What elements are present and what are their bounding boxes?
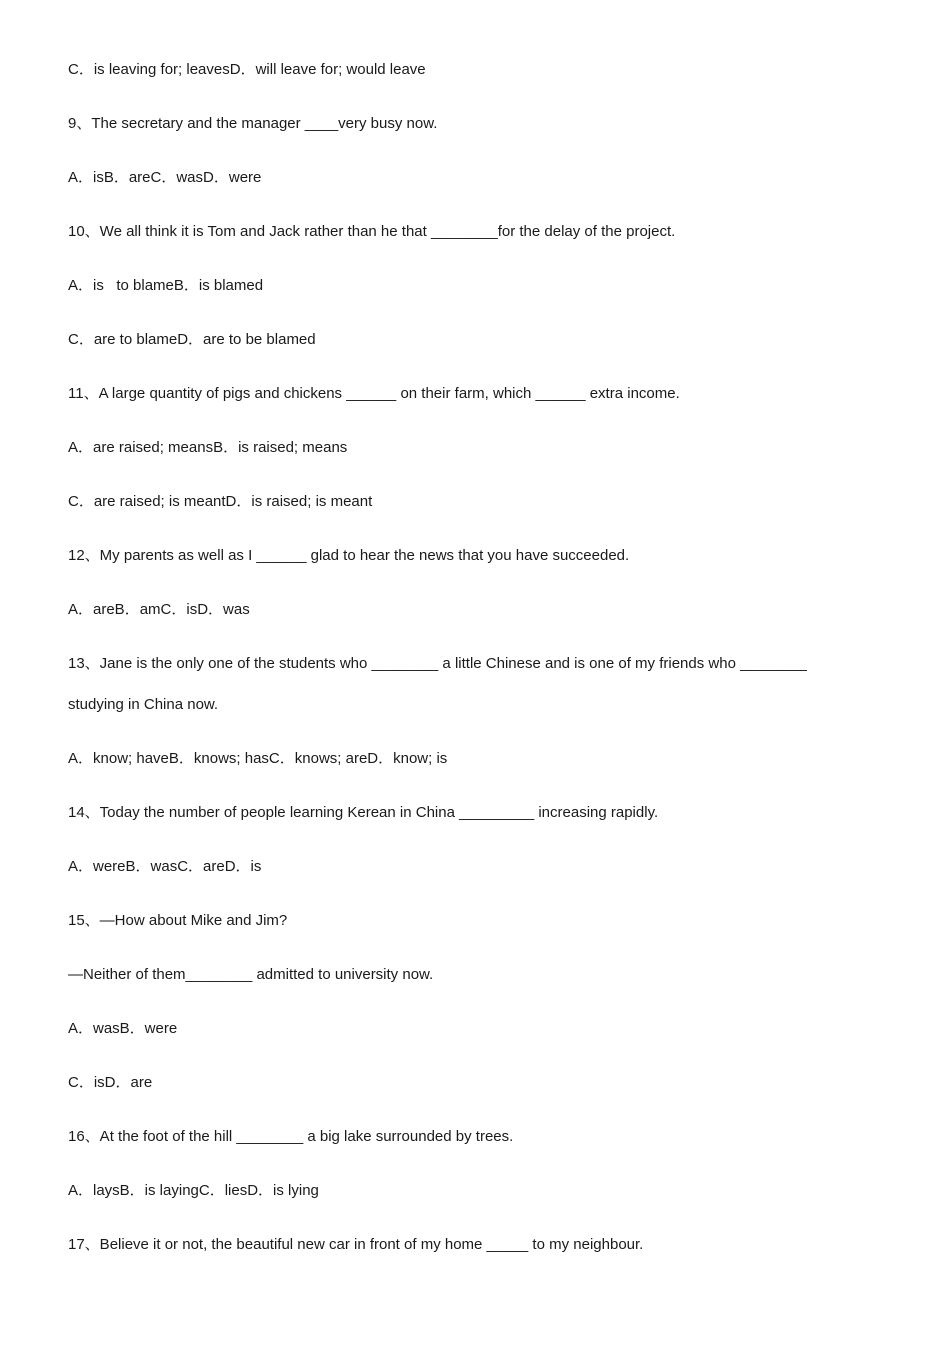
options-11-ab: A．are raised; meansB．is raised; means [68,439,348,456]
question-15: 15、—How about Mike and Jim? [68,912,288,929]
question-13: 13、Jane is the only one of the students who ________ a little Chinese and is one of my friends who ________ [68,655,807,672]
options-13: A．know; haveB．knows; hasC．knows; areD．know; is [68,750,448,767]
options-14: A．wereB．wasC．areD．is [68,858,262,875]
question-12: 12、My parents as well as I ______ glad to hear the news that you have succeeded. [68,547,630,564]
options-15-cd: C．isD．are [68,1074,153,1091]
options-15-ab: A．wasB．were [68,1020,178,1037]
question-16: 16、At the foot of the hill ________ a big lake surrounded by trees. [68,1128,514,1145]
question-10: 10、We all think it is Tom and Jack rather than he that ________for the delay of the project. [68,223,676,240]
options-12: A．areB．amC．isD．was [68,601,250,618]
options-11-cd: C．are raised; is meantD．is raised; is meant [68,493,373,510]
options-9: A．isB．areC．wasD．were [68,169,262,186]
options-10-ab: A．is to blameB．is blamed [68,277,264,294]
option-line-8cd: C．is leaving for; leavesD．will leave for; would leave [68,61,426,78]
question-17: 17、Believe it or not, the beautiful new car in front of my home _____ to my neighbour. [68,1236,644,1253]
question-14: 14、Today the number of people learning Kerean in China _________ increasing rapidly. [68,804,659,821]
question-11: 11、A large quantity of pigs and chickens ______ on their farm, which ______ extra income. [68,385,680,402]
question-13-cont: studying in China now. [68,696,219,713]
options-10-cd: C．are to blameD．are to be blamed [68,331,316,348]
options-16: A．laysB．is layingC．liesD．is lying [68,1182,319,1199]
question-15-reply: —Neither of them________ admitted to university now. [68,966,434,983]
question-9: 9、The secretary and the manager ____very busy now. [68,115,438,132]
